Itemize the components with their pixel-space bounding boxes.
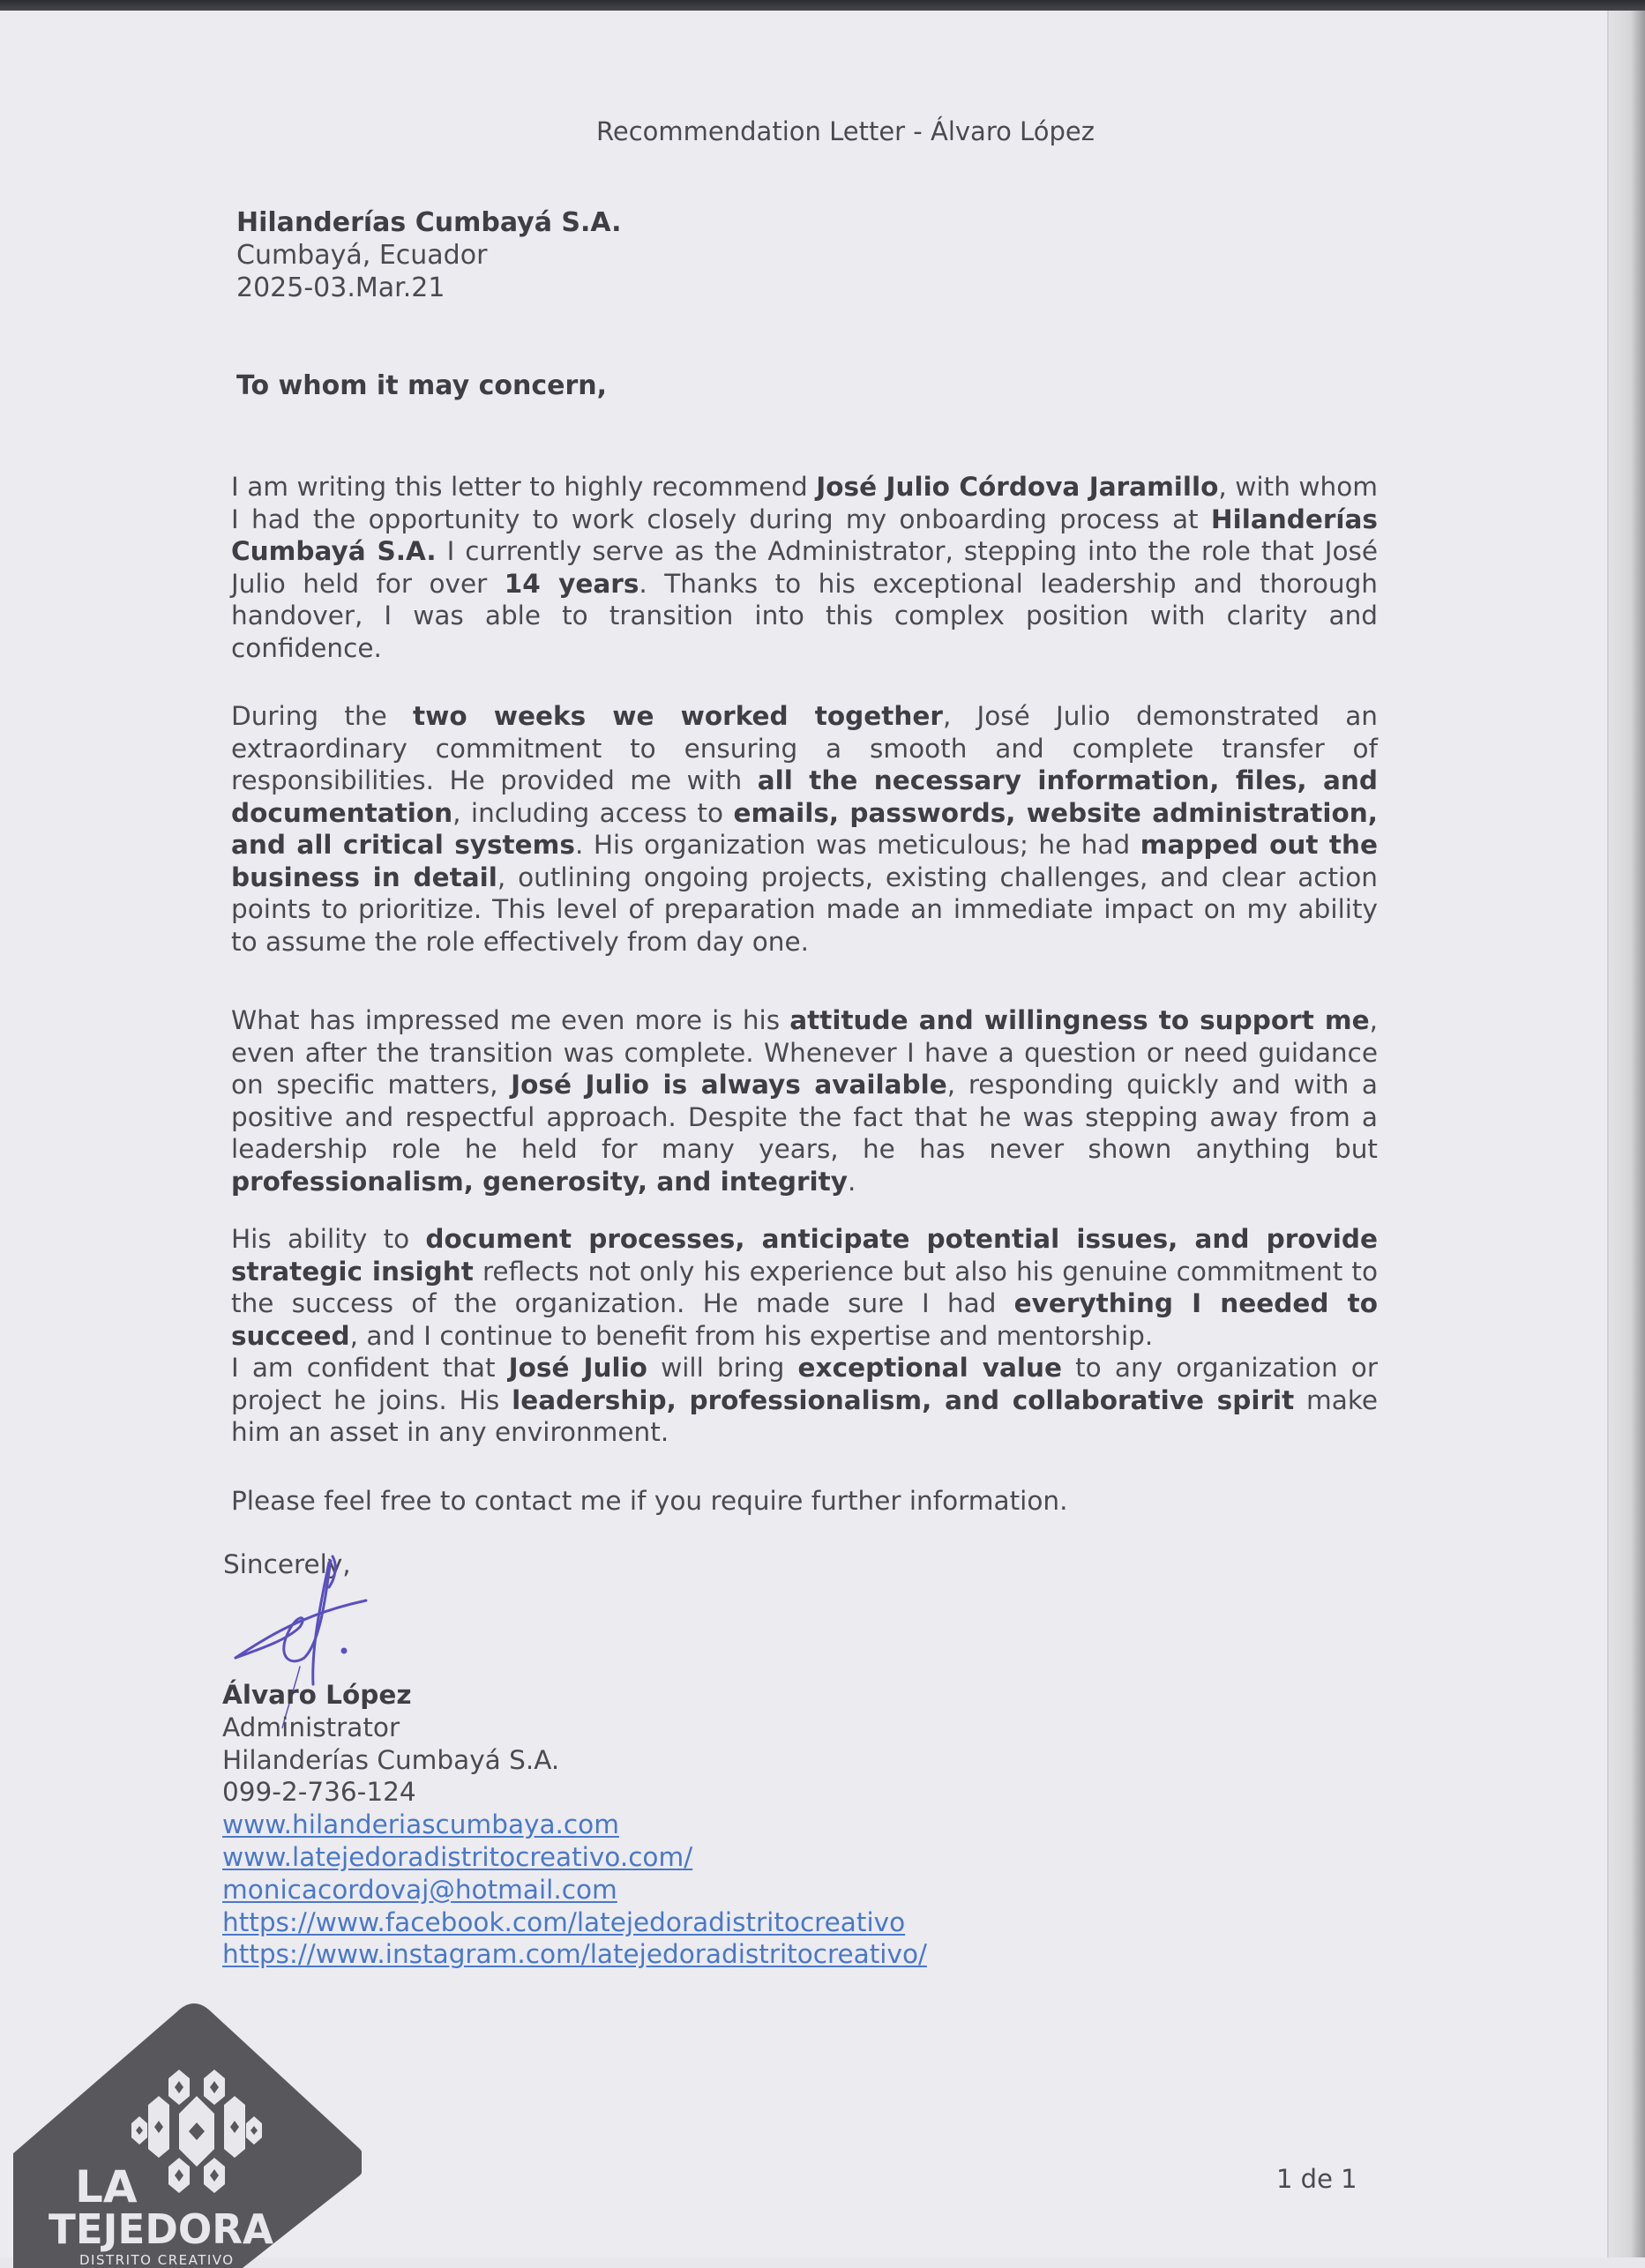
signatory-phone: 099-2-736-124 (222, 1777, 416, 1808)
body-text: , outlining ongoing projects, existing challenges, and clear action points to prioritize. This level of preparation made an immediate impact on my ability to assume the role effectively from day one. (231, 862, 1378, 957)
body-text: Please feel free to contact me if you require further information. (231, 1486, 1068, 1516)
signatory-company: Hilanderías Cumbayá S.A. (222, 1744, 560, 1775)
link-instagram[interactable]: https://www.instagram.com/latejedoradistritocreativo/ (222, 1939, 927, 1970)
body-text: I am writing this letter to highly recommend (231, 472, 817, 502)
emphasis-text: all the necessary information, files, and documentation (231, 765, 1378, 828)
body-text: I currently serve as the Administrator, stepping into the role that José Julio held for over (231, 536, 1379, 599)
sender-location: Cumbayá, Ecuador (236, 240, 488, 271)
body-text: . His organization was meticulous; he had (574, 830, 1140, 860)
emphasis-text: everything I needed to succeed (231, 1288, 1378, 1351)
sender-company: Hilanderías Cumbayá S.A. (236, 207, 622, 238)
salutation: To whom it may concern, (236, 370, 607, 401)
closing: Sincerely, (223, 1549, 351, 1579)
letter-page (0, 11, 1609, 2268)
emphasis-text: exceptional value (797, 1353, 1062, 1383)
body-text: During the (231, 701, 413, 731)
page-edge-shadow (1609, 11, 1645, 2257)
logo-tagline: DISTRITO CREATIVO (79, 2252, 235, 2268)
body-text: . (847, 1166, 856, 1197)
emphasis-text: attitude and willingness to support me (789, 1005, 1370, 1035)
emphasis-text: José Julio Córdova Jaramillo (816, 472, 1219, 502)
signatory-name: Álvaro López (222, 1680, 412, 1710)
body-text: What has impressed me even more is his (231, 1005, 790, 1035)
emphasis-text: two weeks we worked together (413, 701, 943, 731)
emphasis-text: José Julio (508, 1353, 647, 1383)
body-text: His ability to (231, 1224, 426, 1254)
body-text: . Thanks to his exceptional leadership and thorough handover, I was able to transition into this complex position with clarity and confidence. (231, 568, 1378, 663)
paragraph-attitude (231, 1004, 1378, 1197)
body-text: , with whom I had the opportunity to work closely during my onboarding process at (231, 472, 1378, 534)
link-facebook[interactable]: https://www.facebook.com/latejedoradistritocreativo (222, 1906, 906, 1937)
link-tejedora-website[interactable]: www.latejedoradistritocreativo.com/ (222, 1841, 693, 1872)
paragraph-contact (231, 1485, 1378, 1518)
la-tejedora-logo (9, 1986, 362, 2268)
emphasis-text: José Julio is always available (511, 1070, 947, 1100)
body-text: , responding quickly and with a positive and respectful approach. Despite the fact that he was stepping away from a leadership role he held for many years, he has never shown anything but (231, 1070, 1378, 1164)
emphasis-text: leadership, professionalism, and collaborative spirit (512, 1384, 1295, 1415)
body-text: reflects not only his experience but also his genuine commitment to the success of the organization. He made sure I had (231, 1256, 1378, 1318)
body-text: make him an asset in any environment. (231, 1384, 1378, 1447)
signatory-role: Administrator (222, 1712, 400, 1742)
emphasis-text: professionalism, generosity, and integrity (231, 1166, 848, 1197)
logo-text-la: LA (75, 2161, 138, 2212)
emphasis-text: document processes, anticipate potential issues, and provide strategic insight (231, 1224, 1378, 1287)
signature-block (222, 1679, 927, 1971)
sender-address (236, 206, 622, 304)
emphasis-text: mapped out the business in detail (231, 830, 1378, 892)
body-text: , including access to (452, 797, 734, 828)
logo-text-tejedora: TEJEDORA (49, 2205, 274, 2253)
link-company-website[interactable]: www.hilanderiascumbaya.com (222, 1809, 619, 1840)
body-text: I am confident that (231, 1353, 509, 1383)
body-text: , and I continue to benefit from his expertise and mentorship. (349, 1320, 1154, 1351)
emphasis-text: 14 years (504, 568, 639, 599)
emphasis-text: emails, passwords, website administration, and all critical systems (231, 797, 1378, 860)
paragraph-handover (231, 700, 1378, 958)
emphasis-text: Hilanderías Cumbayá S.A. (231, 504, 1378, 566)
body-text: to any organization or project he joins. His (231, 1353, 1378, 1415)
body-text: , José Julio demonstrated an extraordinary commitment to ensuring a smooth and complete transfer of responsibilities. He provided me with (231, 701, 1378, 795)
document-header-title: Recommendation Letter - Álvaro López (596, 116, 1095, 146)
page-number: 1 de 1 (1276, 2164, 1357, 2194)
body-text: , even after the transition was complete. Whenever I have a question or need guidance on specific matters, (231, 1005, 1378, 1100)
body-text: will bring (647, 1353, 798, 1383)
link-email[interactable]: monicacordovaj@hotmail.com (222, 1874, 617, 1905)
paragraph-abilities (231, 1223, 1378, 1449)
paragraph-intro (231, 471, 1378, 664)
letter-date: 2025-03.Mar.21 (236, 272, 445, 303)
